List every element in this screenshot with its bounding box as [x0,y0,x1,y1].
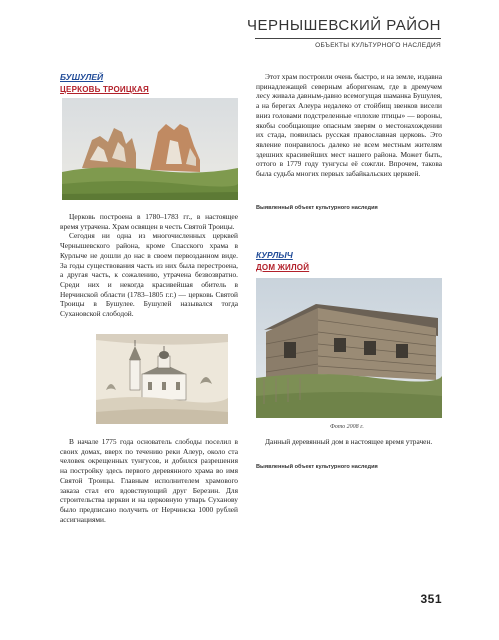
object-name-trinity-church: ЦЕРКОВЬ ТРОИЦКАЯ [60,85,149,94]
page-number: 351 [420,592,442,606]
paragraph: Церковь построена в 1780–1783 гг., в настоящее время утрачена. Храм освящен в честь Святой Троицы. [60,212,238,231]
house-text [256,437,442,447]
section-title: ЧЕРНЫШЕВСКИЙ РАЙОН [247,17,441,34]
header-divider [255,38,441,39]
heritage-note: Выявленный объект культурного наследия [256,464,378,470]
paragraph: Сегодня ни одна из многочисленных церквей Чернышевского района, кроме Спасского храма в Курлыче не дошли до нас в своем первозданном виде. За годы существования часть из них была перестроена, а другая часть, к сожалению, утрачена безвозвратно. Среди них и некогда красивейшая обитель в Нерчинской области (1783–1805 г.г.) — церковь Святой Троицы в Бушулее. Бушулей назывался тогда Сухановской слободой. [60,231,238,319]
paragraph: Этот храм построили очень быстро, и на земле, издавна принадлежащей северным аборигенам, где в дремучем лесу живала давным-давно всемогущая шаманка Бушулея, а на берегах Алеура недалеко от стойбищ звенков висели вниз головами подстреленные «плохие птицы» — вороны, якобы сообщающие опасным зверям о местонахождении их стада, появилась русская православная церковь. Это явление понравилось далеко не всем местным жителям здешних красивейших мест нашего района. Может быть, оттого в 1779 году тунгусы её сожгли. Впрочем, такова была судьба многих первых забайкальских церквей. [256,72,442,179]
wooden-house-photo [256,278,442,418]
sukhanov-settlement-text [60,437,238,524]
heritage-note: Выявленный объект культурного наследия [256,205,378,211]
church-drawing-photo [96,334,228,424]
church-history-text [256,72,442,179]
object-name-dwelling-house: ДОМ ЖИЛОЙ [256,263,310,272]
photo-caption: Фото 2008 г. [330,424,364,430]
church-ruins-photo [62,98,238,200]
trinity-church-text [60,212,238,319]
paragraph: В начале 1775 года основатель слободы поселил в своих домах, вверх по течению реки Алеур, около ста человек окрещенных тунгусов, и добился разрешения на постройку здесь первого деревянного храма во имя Святой Троицы. Главным исполнителем храмового заказа стал его вдовствующий друг Березин. Для строительства церкви и на церковную утварь Суханову было предписано получить от Нерчинска 1000 рублей ассигнациями. [60,437,238,524]
place-name-kurlych: КУРЛЫЧ [256,250,293,260]
section-subtitle: ОБЪЕКТЫ КУЛЬТУРНОГО НАСЛЕДИЯ [315,42,441,49]
paragraph: Данный деревянный дом в настоящее время утрачен. [265,437,433,446]
place-name-bushulei: БУШУЛЕЙ [60,72,104,82]
